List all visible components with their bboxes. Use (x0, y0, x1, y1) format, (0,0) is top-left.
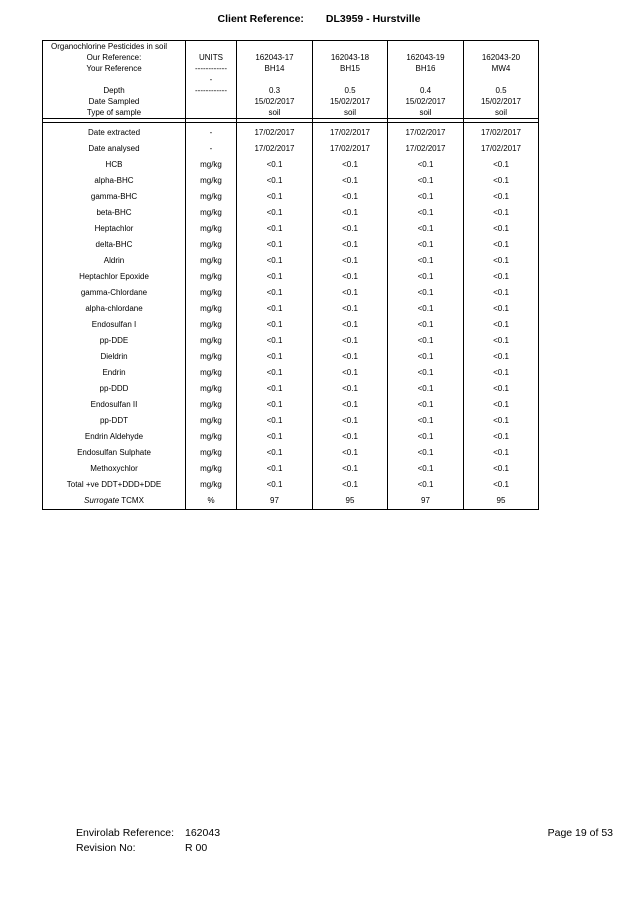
analyte-units: mg/kg (186, 381, 237, 397)
empty-cell (186, 41, 237, 53)
table-row (43, 317, 539, 333)
table-row (43, 413, 539, 429)
analyte-units: mg/kg (186, 237, 237, 253)
result-value: <0.1 (237, 429, 313, 445)
result-value: <0.1 (388, 381, 464, 397)
result-value: <0.1 (464, 333, 539, 349)
surrogate-suffix: TCMX (119, 496, 144, 505)
table-row (43, 349, 539, 365)
result-value: <0.1 (313, 349, 388, 365)
result-value: <0.1 (313, 365, 388, 381)
analyte-name: Aldrin (43, 253, 186, 269)
result-value: 17/02/2017 (464, 123, 539, 142)
result-value: <0.1 (313, 173, 388, 189)
result-value: <0.1 (464, 189, 539, 205)
table-row (43, 285, 539, 301)
analyte-name: Dieldrin (43, 349, 186, 365)
result-value: <0.1 (388, 429, 464, 445)
result-value: <0.1 (388, 461, 464, 477)
header-label (43, 74, 186, 85)
result-value: <0.1 (388, 173, 464, 189)
result-value: <0.1 (388, 333, 464, 349)
analyte-units: mg/kg (186, 429, 237, 445)
empty-cell (388, 41, 464, 53)
result-value: <0.1 (313, 397, 388, 413)
header-value: BH14 (237, 63, 313, 74)
result-value: <0.1 (464, 413, 539, 429)
client-reference-value: DL3959 - Hurstville (325, 13, 421, 25)
result-value: 17/02/2017 (388, 123, 464, 142)
header-value: 162043-18 (313, 52, 388, 63)
header-value: 15/02/2017 (237, 96, 313, 107)
table-row (43, 221, 539, 237)
empty-cell (237, 41, 313, 53)
header-value: soil (464, 107, 539, 119)
analyte-units: mg/kg (186, 205, 237, 221)
analyte-name: Endrin Aldehyde (43, 429, 186, 445)
result-value: 17/02/2017 (313, 123, 388, 142)
table-row (43, 173, 539, 189)
revision-label: Revision No: (76, 842, 136, 854)
envirolab-reference (76, 826, 220, 841)
table-title-row (43, 41, 539, 53)
result-value: 17/02/2017 (313, 141, 388, 157)
result-value: 17/02/2017 (237, 123, 313, 142)
result-value: 17/02/2017 (388, 141, 464, 157)
header-row (43, 52, 539, 63)
table-row (43, 477, 539, 493)
result-value: <0.1 (313, 205, 388, 221)
header-value: 0.5 (313, 85, 388, 96)
envirolab-reference-value: 162043 (185, 827, 221, 839)
surrogate-value: 95 (313, 493, 388, 510)
result-value: <0.1 (388, 253, 464, 269)
header-label: Your Reference (43, 63, 186, 74)
result-value: <0.1 (388, 189, 464, 205)
header-row (43, 63, 539, 74)
result-value: <0.1 (464, 285, 539, 301)
header-value: 15/02/2017 (464, 96, 539, 107)
header-row (43, 96, 539, 107)
result-value: <0.1 (388, 445, 464, 461)
table-row (43, 269, 539, 285)
revision-number (76, 841, 220, 856)
analyte-units: mg/kg (186, 349, 237, 365)
result-value: <0.1 (464, 429, 539, 445)
result-value: <0.1 (237, 365, 313, 381)
result-value: <0.1 (464, 205, 539, 221)
analyte-name: Heptachlor Epoxide (43, 269, 186, 285)
surrogate-row (43, 493, 539, 510)
table-title: Organochlorine Pesticides in soil (43, 41, 186, 53)
result-value: <0.1 (237, 173, 313, 189)
result-value: <0.1 (313, 333, 388, 349)
result-value: <0.1 (464, 461, 539, 477)
result-value: <0.1 (464, 301, 539, 317)
analyte-units: mg/kg (186, 221, 237, 237)
analyte-units: - (186, 141, 237, 157)
result-value: <0.1 (388, 285, 464, 301)
result-value: <0.1 (237, 397, 313, 413)
header-units: - (186, 74, 237, 85)
result-value: <0.1 (237, 269, 313, 285)
result-value: <0.1 (464, 317, 539, 333)
analyte-units: mg/kg (186, 269, 237, 285)
analyte-name: alpha-BHC (43, 173, 186, 189)
result-value: <0.1 (237, 349, 313, 365)
table-row (43, 237, 539, 253)
analyte-name: Date extracted (43, 123, 186, 142)
header-value: 15/02/2017 (388, 96, 464, 107)
result-value: <0.1 (313, 189, 388, 205)
analyte-name: Date analysed (43, 141, 186, 157)
surrogate-units: % (186, 493, 237, 510)
table-row (43, 157, 539, 173)
result-value: <0.1 (464, 221, 539, 237)
header-value (388, 74, 464, 85)
result-value: <0.1 (313, 269, 388, 285)
result-value: <0.1 (237, 205, 313, 221)
analyte-name: Total +ve DDT+DDD+DDE (43, 477, 186, 493)
table-row (43, 123, 539, 142)
header-value: 15/02/2017 (313, 96, 388, 107)
analyte-name: Endosulfan II (43, 397, 186, 413)
analyte-name: gamma-BHC (43, 189, 186, 205)
header-row (43, 107, 539, 119)
result-value: 17/02/2017 (464, 141, 539, 157)
results-table-body (43, 41, 539, 510)
result-value: <0.1 (388, 477, 464, 493)
header-value (237, 74, 313, 85)
result-value: <0.1 (464, 445, 539, 461)
result-value: <0.1 (237, 189, 313, 205)
surrogate-value: 95 (464, 493, 539, 510)
result-value: <0.1 (313, 461, 388, 477)
header-row (43, 85, 539, 96)
results-table (42, 40, 539, 510)
result-value: <0.1 (313, 285, 388, 301)
result-value: <0.1 (388, 301, 464, 317)
surrogate-value: 97 (388, 493, 464, 510)
result-value: <0.1 (313, 157, 388, 173)
result-value: <0.1 (388, 269, 464, 285)
analyte-name: Endosulfan I (43, 317, 186, 333)
result-value: <0.1 (464, 397, 539, 413)
table-row (43, 381, 539, 397)
header-row (43, 74, 539, 85)
result-value: <0.1 (388, 205, 464, 221)
result-value: <0.1 (237, 237, 313, 253)
result-value: <0.1 (388, 413, 464, 429)
analyte-name: beta-BHC (43, 205, 186, 221)
surrogate-prefix: Surrogate (84, 496, 120, 505)
result-value: <0.1 (388, 317, 464, 333)
footer-references (76, 826, 220, 856)
empty-cell (464, 41, 539, 53)
table-row (43, 397, 539, 413)
result-value: <0.1 (237, 317, 313, 333)
result-value: <0.1 (237, 461, 313, 477)
revision-value: R 00 (185, 842, 208, 854)
result-value: <0.1 (464, 365, 539, 381)
result-value: 17/02/2017 (237, 141, 313, 157)
analyte-name: HCB (43, 157, 186, 173)
analyte-name: delta-BHC (43, 237, 186, 253)
analyte-units: mg/kg (186, 253, 237, 269)
result-value: <0.1 (464, 381, 539, 397)
header-units: ------------ (186, 85, 237, 96)
table-row (43, 141, 539, 157)
header-value: 162043-19 (388, 52, 464, 63)
table-row (43, 205, 539, 221)
table-row (43, 253, 539, 269)
result-value: <0.1 (313, 429, 388, 445)
analyte-units: mg/kg (186, 285, 237, 301)
analyte-units: mg/kg (186, 333, 237, 349)
table-row (43, 429, 539, 445)
result-value: <0.1 (464, 349, 539, 365)
header-value: 162043-20 (464, 52, 539, 63)
result-value: <0.1 (313, 317, 388, 333)
analyte-name: Endrin (43, 365, 186, 381)
analyte-name: pp-DDE (43, 333, 186, 349)
empty-cell (313, 41, 388, 53)
surrogate-analyte (43, 493, 186, 510)
analyte-name: pp-DDD (43, 381, 186, 397)
header-value: 0.5 (464, 85, 539, 96)
table-row (43, 445, 539, 461)
result-value: <0.1 (464, 237, 539, 253)
result-value: <0.1 (313, 253, 388, 269)
result-value: <0.1 (313, 381, 388, 397)
header-value (464, 74, 539, 85)
result-value: <0.1 (237, 381, 313, 397)
analyte-name: Methoxychlor (43, 461, 186, 477)
header-value: MW4 (464, 63, 539, 74)
result-value: <0.1 (313, 477, 388, 493)
header-value: 0.3 (237, 85, 313, 96)
analyte-units: mg/kg (186, 365, 237, 381)
header-units (186, 96, 237, 107)
analyte-name: Endosulfan Sulphate (43, 445, 186, 461)
analyte-units: mg/kg (186, 397, 237, 413)
surrogate-value: 97 (237, 493, 313, 510)
analyte-units: mg/kg (186, 477, 237, 493)
header-value: 0.4 (388, 85, 464, 96)
header-label: Depth (43, 85, 186, 96)
result-value: <0.1 (313, 237, 388, 253)
result-value: <0.1 (464, 477, 539, 493)
analyte-name: pp-DDT (43, 413, 186, 429)
result-value: <0.1 (237, 285, 313, 301)
analyte-name: Heptachlor (43, 221, 186, 237)
result-value: <0.1 (313, 445, 388, 461)
result-value: <0.1 (388, 365, 464, 381)
header-value (313, 74, 388, 85)
table-row (43, 365, 539, 381)
result-value: <0.1 (237, 221, 313, 237)
header-label: Date Sampled (43, 96, 186, 107)
result-value: <0.1 (464, 157, 539, 173)
result-value: <0.1 (464, 269, 539, 285)
analyte-units: mg/kg (186, 173, 237, 189)
header-value: BH16 (388, 63, 464, 74)
header-value: soil (388, 107, 464, 119)
header-value: BH15 (313, 63, 388, 74)
analyte-units: mg/kg (186, 317, 237, 333)
header-value: 162043-17 (237, 52, 313, 63)
analyte-units: mg/kg (186, 413, 237, 429)
table-row (43, 461, 539, 477)
analyte-name: alpha-chlordane (43, 301, 186, 317)
result-value: <0.1 (237, 157, 313, 173)
header-units: UNITS (186, 52, 237, 63)
result-value: <0.1 (388, 397, 464, 413)
result-value: <0.1 (313, 221, 388, 237)
result-value: <0.1 (313, 413, 388, 429)
result-value: <0.1 (388, 157, 464, 173)
result-value: <0.1 (313, 301, 388, 317)
result-value: <0.1 (464, 173, 539, 189)
analyte-name: gamma-Chlordane (43, 285, 186, 301)
table-row (43, 333, 539, 349)
header-value: soil (237, 107, 313, 119)
header-units: ------------ (186, 63, 237, 74)
analyte-units: mg/kg (186, 157, 237, 173)
analyte-units: mg/kg (186, 301, 237, 317)
header-units (186, 107, 237, 119)
table-row (43, 301, 539, 317)
result-value: <0.1 (464, 253, 539, 269)
header-label: Our Reference: (43, 52, 186, 63)
header-value: soil (313, 107, 388, 119)
result-value: <0.1 (237, 301, 313, 317)
result-value: <0.1 (388, 349, 464, 365)
envirolab-reference-label: Envirolab Reference: (76, 827, 175, 839)
result-value: <0.1 (237, 477, 313, 493)
result-value: <0.1 (237, 445, 313, 461)
analyte-units: mg/kg (186, 189, 237, 205)
table-row (43, 189, 539, 205)
result-value: <0.1 (237, 253, 313, 269)
analyte-units: mg/kg (186, 461, 237, 477)
client-reference-label: Client Reference: (217, 13, 304, 25)
client-reference-header (0, 13, 638, 25)
header-label: Type of sample (43, 107, 186, 119)
page-number: Page 19 of 53 (547, 827, 613, 839)
result-value: <0.1 (388, 221, 464, 237)
analyte-units: - (186, 123, 237, 142)
result-value: <0.1 (237, 413, 313, 429)
result-value: <0.1 (388, 237, 464, 253)
analyte-units: mg/kg (186, 445, 237, 461)
result-value: <0.1 (237, 333, 313, 349)
